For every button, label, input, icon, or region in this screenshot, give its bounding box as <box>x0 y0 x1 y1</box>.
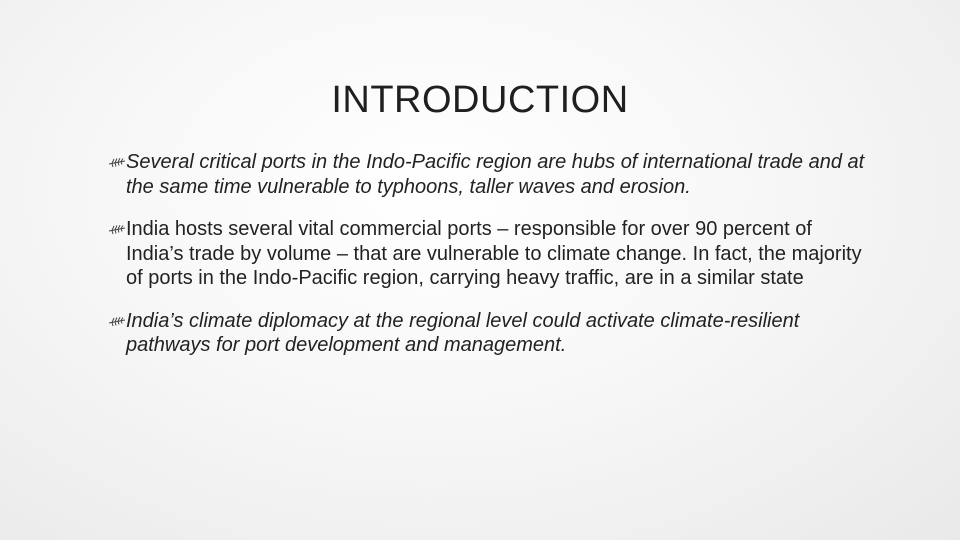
fern-leaf-icon <box>108 223 126 235</box>
fern-leaf-icon <box>108 315 126 327</box>
bullet-text: Several critical ports in the Indo-Pacific region are hubs of international trade and at the same time vulnerable to typhoons, taller waves and erosion. <box>126 151 865 198</box>
bullet-text: India hosts several vital commercial ports – responsible for over 90 percent of India’s trade by volume – that are vulnerable to climate change. In fact, the majority of ports in the Indo-Pacific region, carrying heavy traffic, are in a similar state <box>126 218 862 289</box>
bullet-text: India’s climate diplomacy at the regional level could activate climate-resilient pathways for port development and management. <box>126 309 800 356</box>
bullet-item <box>108 217 868 291</box>
bullet-item <box>108 309 868 358</box>
bullet-list <box>108 150 868 358</box>
bullet-item <box>108 150 868 199</box>
fern-leaf-icon <box>108 156 126 168</box>
slide-title: INTRODUCTION <box>331 79 629 121</box>
